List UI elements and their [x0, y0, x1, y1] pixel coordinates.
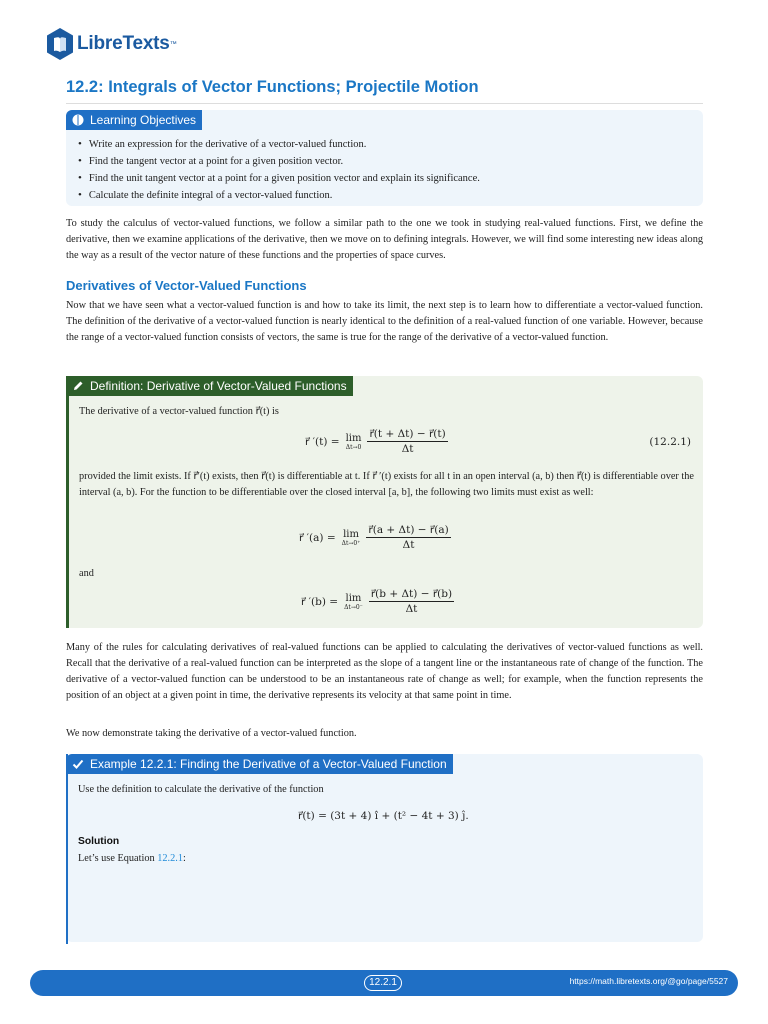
denominator: Δt [402, 539, 415, 551]
checkmark-icon [72, 758, 84, 770]
limit-label: lim [343, 528, 359, 540]
fraction [369, 588, 454, 615]
solution-text [78, 853, 186, 864]
page-number-badge: 12.2.1 [364, 975, 402, 991]
list-item: • Write an expression for the derivative of a vector-valued function. [78, 136, 480, 153]
section-heading: Derivatives of Vector-Valued Functions [66, 278, 307, 293]
limit-subscript: Δt→0⁻ [344, 603, 363, 611]
learning-objectives-tag [66, 110, 202, 130]
equation-lhs: r⃗ ′(b) = [301, 595, 339, 608]
numerator: r⃗(t + Δt) − r⃗(t) [369, 428, 446, 440]
example-left-border [66, 754, 68, 944]
limit-operator [342, 529, 361, 547]
logo-text: LibreTexts [77, 33, 170, 54]
brain-icon [72, 114, 84, 126]
list-item: • Find the tangent vector at a point for a given position vector. [78, 153, 480, 170]
fraction [366, 524, 450, 551]
libretexts-logo-icon [46, 27, 74, 61]
equation-number: (12.2.1) [649, 436, 691, 448]
list-item: • Find the unit tangent vector at a point for a given position vector and explain its significance. [78, 170, 480, 187]
solution-prefix: Let’s use Equation [78, 853, 158, 864]
learning-objectives-box [66, 110, 703, 206]
equation-lhs: r⃗ ′(a) = [299, 531, 336, 544]
definition-intro: The derivative of a vector-valued function r⃗(t) is [79, 406, 279, 417]
solution-suffix: : [182, 853, 186, 864]
list-item: • Calculate the definite integral of a vector-valued function. [78, 187, 480, 204]
page-url[interactable]: https://math.libretexts.org/@go/page/5527 [569, 976, 728, 986]
and-text: and [79, 568, 94, 579]
denominator: Δt [401, 443, 414, 455]
pencil-icon [72, 380, 84, 392]
objectives-list [78, 136, 480, 204]
limit-label: lim [345, 432, 362, 444]
fraction [367, 428, 447, 455]
libretexts-logo[interactable] [46, 26, 177, 62]
denominator: Δt [405, 603, 418, 615]
page-title: 12.2: Integrals of Vector Functions; Projectile Motion [66, 78, 703, 104]
equation-link[interactable]: 12.2.1 [157, 853, 183, 864]
limit-operator [344, 593, 363, 611]
derivative-equation [305, 428, 448, 455]
example-box [66, 754, 703, 942]
definition-after-text: provided the limit exists. If r⃗′(t) exists, then r⃗(t) is differentiable at t. If r⃗ ′(t) exists for all t in an open interval (a, b) then r⃗(t) is differentiable over the interval (a, b). For the function to be differentiable over the closed interval [a, b], the following two limits must exist as well: [79, 471, 694, 498]
left-limit-equation [299, 524, 451, 551]
example-intro: Use the definition to calculate the derivative of the function [78, 784, 324, 795]
definition-tag [66, 376, 353, 396]
numerator: r⃗(a + Δt) − r⃗(a) [368, 524, 449, 536]
definition-box [66, 376, 703, 628]
section-paragraph: Now that we have seen what a vector-valued function is and how to take its limit, the next step is to learn how to differentiate a vector-valued function. The definition of the derivative of a vector-valued function is nearly identical to the definition of a real-valued function of one variable. However, because the range of a vector-valued function consists of vectors, the same is true for the range of the derivative of a vector-valued function. [66, 300, 703, 343]
right-limit-equation [301, 588, 454, 615]
demo-paragraph: We now demonstrate taking the derivative of a vector-valued function. [66, 728, 357, 739]
rules-paragraph: Many of the rules for calculating derivatives of real-valued functions can be applied to calculating the derivatives of vector-valued functions as well. Recall that the derivative of a real-valued function can be interpreted as the slope of a tangent line or the instantaneous rate of change of the function. The derivative of a vector-valued function can be understood to be an instantaneous rate of change as well; for example, when the function represents the position of an object at a given point in time, the derivative represents its velocity at that same point in time. [66, 642, 703, 701]
example-equation: r⃗(t) = (3t + 4) î + (t² − 4t + 3) ĵ. [298, 810, 469, 822]
equation-lhs: r⃗ ′(t) = [305, 435, 340, 448]
definition-label: Definition: Derivative of Vector-Valued Functions [90, 379, 347, 393]
limit-subscript: Δt→0 [345, 443, 362, 451]
intro-paragraph: To study the calculus of vector-valued functions, we follow a similar path to the one we took in studying real-valued functions. First, we define the derivative, then we examine applications of the derivative, then we move on to defining integrals. However, we will find some interesting new ideas along the way as a result of the vector nature of these functions and the properties of space curves. [66, 218, 703, 261]
limit-operator [346, 433, 362, 451]
numerator: r⃗(b + Δt) − r⃗(b) [370, 588, 453, 600]
page-footer [30, 970, 738, 996]
logo-trademark: ™ [169, 40, 177, 48]
example-tag [66, 754, 453, 774]
learning-objectives-label: Learning Objectives [90, 113, 197, 127]
limit-label: lim [345, 592, 362, 604]
solution-label: Solution [78, 836, 120, 847]
limit-subscript: Δt→0⁺ [341, 539, 361, 547]
example-label: Example 12.2.1: Finding the Derivative of a Vector-Valued Function [90, 757, 447, 771]
